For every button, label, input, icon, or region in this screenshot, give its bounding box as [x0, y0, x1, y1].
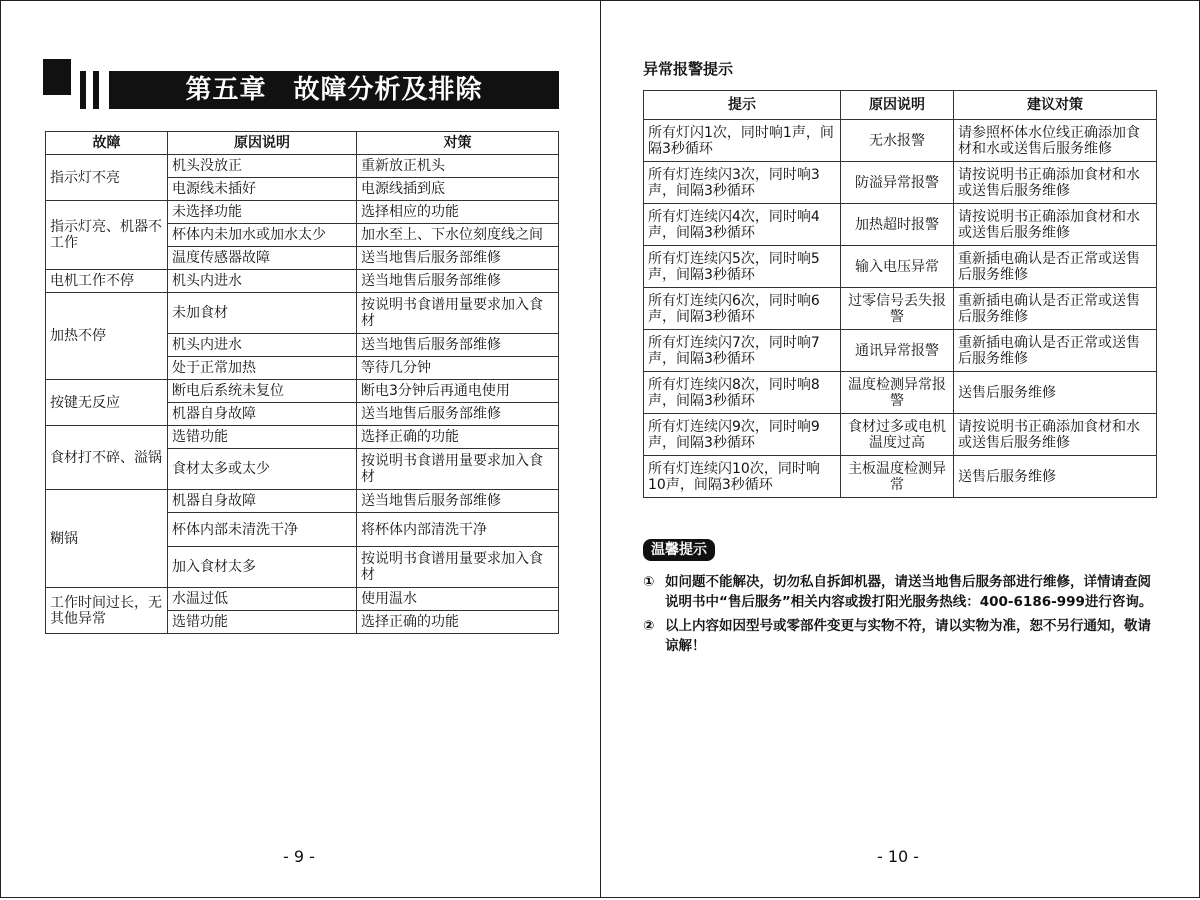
- tips-badge: 温馨提示: [643, 539, 715, 561]
- table-row: [46, 490, 559, 513]
- table-row: [644, 330, 1157, 372]
- table-row: [644, 162, 1157, 204]
- page-number: - 10 -: [877, 847, 920, 866]
- fix-cell: 按说明书食谱用量要求加入食材: [357, 547, 559, 588]
- fix-cell: 选择相应的功能: [357, 201, 559, 224]
- header-cause: 原因说明: [841, 91, 954, 120]
- fix-cell: 电源线插到底: [357, 178, 559, 201]
- fault-cell: 指示灯不亮: [46, 155, 168, 201]
- table-row: [644, 456, 1157, 498]
- section-title: 异常报警提示: [643, 60, 734, 78]
- cause-cell: 机器自身故障: [168, 403, 357, 426]
- cause-cell: 未加食材: [168, 293, 357, 334]
- table-row: [644, 246, 1157, 288]
- table-row: [46, 588, 559, 611]
- cause-cell: 电源线未插好: [168, 178, 357, 201]
- cause-cell: 通讯异常报警: [841, 330, 954, 372]
- fix-cell: 按说明书食谱用量要求加入食材: [357, 293, 559, 334]
- hint-cell: 所有灯连续闪8次，同时响8声，间隔3秒循环: [644, 372, 841, 414]
- fault-cell: 糊锅: [46, 490, 168, 588]
- fix-cell: 等待几分钟: [357, 357, 559, 380]
- table-row: [46, 426, 559, 449]
- cause-cell: 机头内进水: [168, 270, 357, 293]
- fix-cell: 送当地售后服务部维修: [357, 490, 559, 513]
- left-page: [0, 0, 601, 898]
- page-number: - 9 -: [283, 847, 315, 866]
- cause-cell: 防溢异常报警: [841, 162, 954, 204]
- cause-cell: 机头内进水: [168, 334, 357, 357]
- fix-cell: 选择正确的功能: [357, 426, 559, 449]
- advice-cell: 重新插电确认是否正常或送售后服务维修: [954, 330, 1157, 372]
- fix-cell: 加水至上、下水位刻度线之间: [357, 224, 559, 247]
- chapter-decoration-bar: [93, 71, 99, 109]
- fix-cell: 送当地售后服务部维修: [357, 403, 559, 426]
- cause-cell: 处于正常加热: [168, 357, 357, 380]
- chapter-decoration-block: [43, 59, 71, 95]
- fault-cell: 电机工作不停: [46, 270, 168, 293]
- table-row: [46, 270, 559, 293]
- cause-cell: 食材过多或电机温度过高: [841, 414, 954, 456]
- cause-cell: 输入电压异常: [841, 246, 954, 288]
- tip-item: [643, 616, 1163, 656]
- cause-cell: 主板温度检测异常: [841, 456, 954, 498]
- hint-cell: 所有灯连续闪4次，同时响4声，间隔3秒循环: [644, 204, 841, 246]
- tip-text: 以上内容如因型号或零部件变更与实物不符，请以实物为准，恕不另行通知，敬请谅解！: [665, 618, 1151, 654]
- table-row: [46, 155, 559, 178]
- fault-cell: 加热不停: [46, 293, 168, 380]
- fix-cell: 选择正确的功能: [357, 611, 559, 634]
- tip-item: [643, 572, 1163, 612]
- cause-cell: 过零信号丢失报警: [841, 288, 954, 330]
- hint-cell: 所有灯闪1次，同时响1声，间隔3秒循环: [644, 120, 841, 162]
- tip-number: ①: [643, 574, 655, 590]
- table-row: [644, 204, 1157, 246]
- hint-cell: 所有灯连续闪3次，同时响3声，间隔3秒循环: [644, 162, 841, 204]
- hint-cell: 所有灯连续闪10次，同时响10声，间隔3秒循环: [644, 456, 841, 498]
- header-cause: 原因说明: [168, 132, 357, 155]
- fix-cell: 送当地售后服务部维修: [357, 270, 559, 293]
- tip-number: ②: [643, 618, 655, 634]
- cause-cell: 水温过低: [168, 588, 357, 611]
- table-header-row: [46, 132, 559, 155]
- cause-cell: 食材太多或太少: [168, 449, 357, 490]
- cause-cell: 温度检测异常报警: [841, 372, 954, 414]
- hint-cell: 所有灯连续闪9次，同时响9声，间隔3秒循环: [644, 414, 841, 456]
- chapter-title: 第五章 故障分析及排除: [109, 71, 559, 109]
- table-row: [46, 201, 559, 224]
- fault-table: [45, 131, 559, 634]
- tip-text: 如问题不能解决，切勿私自拆卸机器，请送当地售后服务部进行维修，详情请查阅说明书中“售后服务”相关内容或拨打阳光服务热线：400-6186-999进行咨询。: [665, 574, 1153, 610]
- chapter-decoration-bar: [80, 71, 86, 109]
- table-header-row: [644, 91, 1157, 120]
- cause-cell: 断电后系统未复位: [168, 380, 357, 403]
- header-fault: 故障: [46, 132, 168, 155]
- fix-cell: 断电3分钟后再通电使用: [357, 380, 559, 403]
- table-row: [46, 293, 559, 334]
- cause-cell: 无水报警: [841, 120, 954, 162]
- cause-cell: 杯体内未加水或加水太少: [168, 224, 357, 247]
- hint-cell: 所有灯连续闪7次，同时响7声，间隔3秒循环: [644, 330, 841, 372]
- table-row: [46, 380, 559, 403]
- cause-cell: 加热超时报警: [841, 204, 954, 246]
- table-row: [644, 372, 1157, 414]
- cause-cell: 选错功能: [168, 611, 357, 634]
- cause-cell: 未选择功能: [168, 201, 357, 224]
- advice-cell: 请参照杯体水位线正确添加食材和水或送售后服务维修: [954, 120, 1157, 162]
- cause-cell: 机头没放正: [168, 155, 357, 178]
- fix-cell: 重新放正机头: [357, 155, 559, 178]
- header-fix: 对策: [357, 132, 559, 155]
- cause-cell: 温度传感器故障: [168, 247, 357, 270]
- fault-cell: 按键无反应: [46, 380, 168, 426]
- cause-cell: 加入食材太多: [168, 547, 357, 588]
- hint-cell: 所有灯连续闪6次，同时响6声，间隔3秒循环: [644, 288, 841, 330]
- table-row: [644, 120, 1157, 162]
- header-hint: 提示: [644, 91, 841, 120]
- advice-cell: 重新插电确认是否正常或送售后服务维修: [954, 246, 1157, 288]
- fault-cell: 指示灯亮、机器不工作: [46, 201, 168, 270]
- table-row: [644, 414, 1157, 456]
- advice-cell: 送售后服务维修: [954, 372, 1157, 414]
- fix-cell: 使用温水: [357, 588, 559, 611]
- table-row: [644, 288, 1157, 330]
- cause-cell: 杯体内部未清洗干净: [168, 513, 357, 547]
- advice-cell: 送售后服务维修: [954, 456, 1157, 498]
- fix-cell: 按说明书食谱用量要求加入食材: [357, 449, 559, 490]
- hint-cell: 所有灯连续闪5次，同时响5声，间隔3秒循环: [644, 246, 841, 288]
- advice-cell: 请按说明书正确添加食材和水或送售后服务维修: [954, 162, 1157, 204]
- alarm-table: [643, 90, 1157, 498]
- fix-cell: 将杯体内部清洗干净: [357, 513, 559, 547]
- tips-list: [643, 572, 1163, 660]
- advice-cell: 请按说明书正确添加食材和水或送售后服务维修: [954, 204, 1157, 246]
- fault-cell: 食材打不碎、溢锅: [46, 426, 168, 490]
- advice-cell: 请按说明书正确添加食材和水或送售后服务维修: [954, 414, 1157, 456]
- fix-cell: 送当地售后服务部维修: [357, 334, 559, 357]
- fault-cell: 工作时间过长，无其他异常: [46, 588, 168, 634]
- cause-cell: 选错功能: [168, 426, 357, 449]
- cause-cell: 机器自身故障: [168, 490, 357, 513]
- fix-cell: 送当地售后服务部维修: [357, 247, 559, 270]
- header-advice: 建议对策: [954, 91, 1157, 120]
- advice-cell: 重新插电确认是否正常或送售后服务维修: [954, 288, 1157, 330]
